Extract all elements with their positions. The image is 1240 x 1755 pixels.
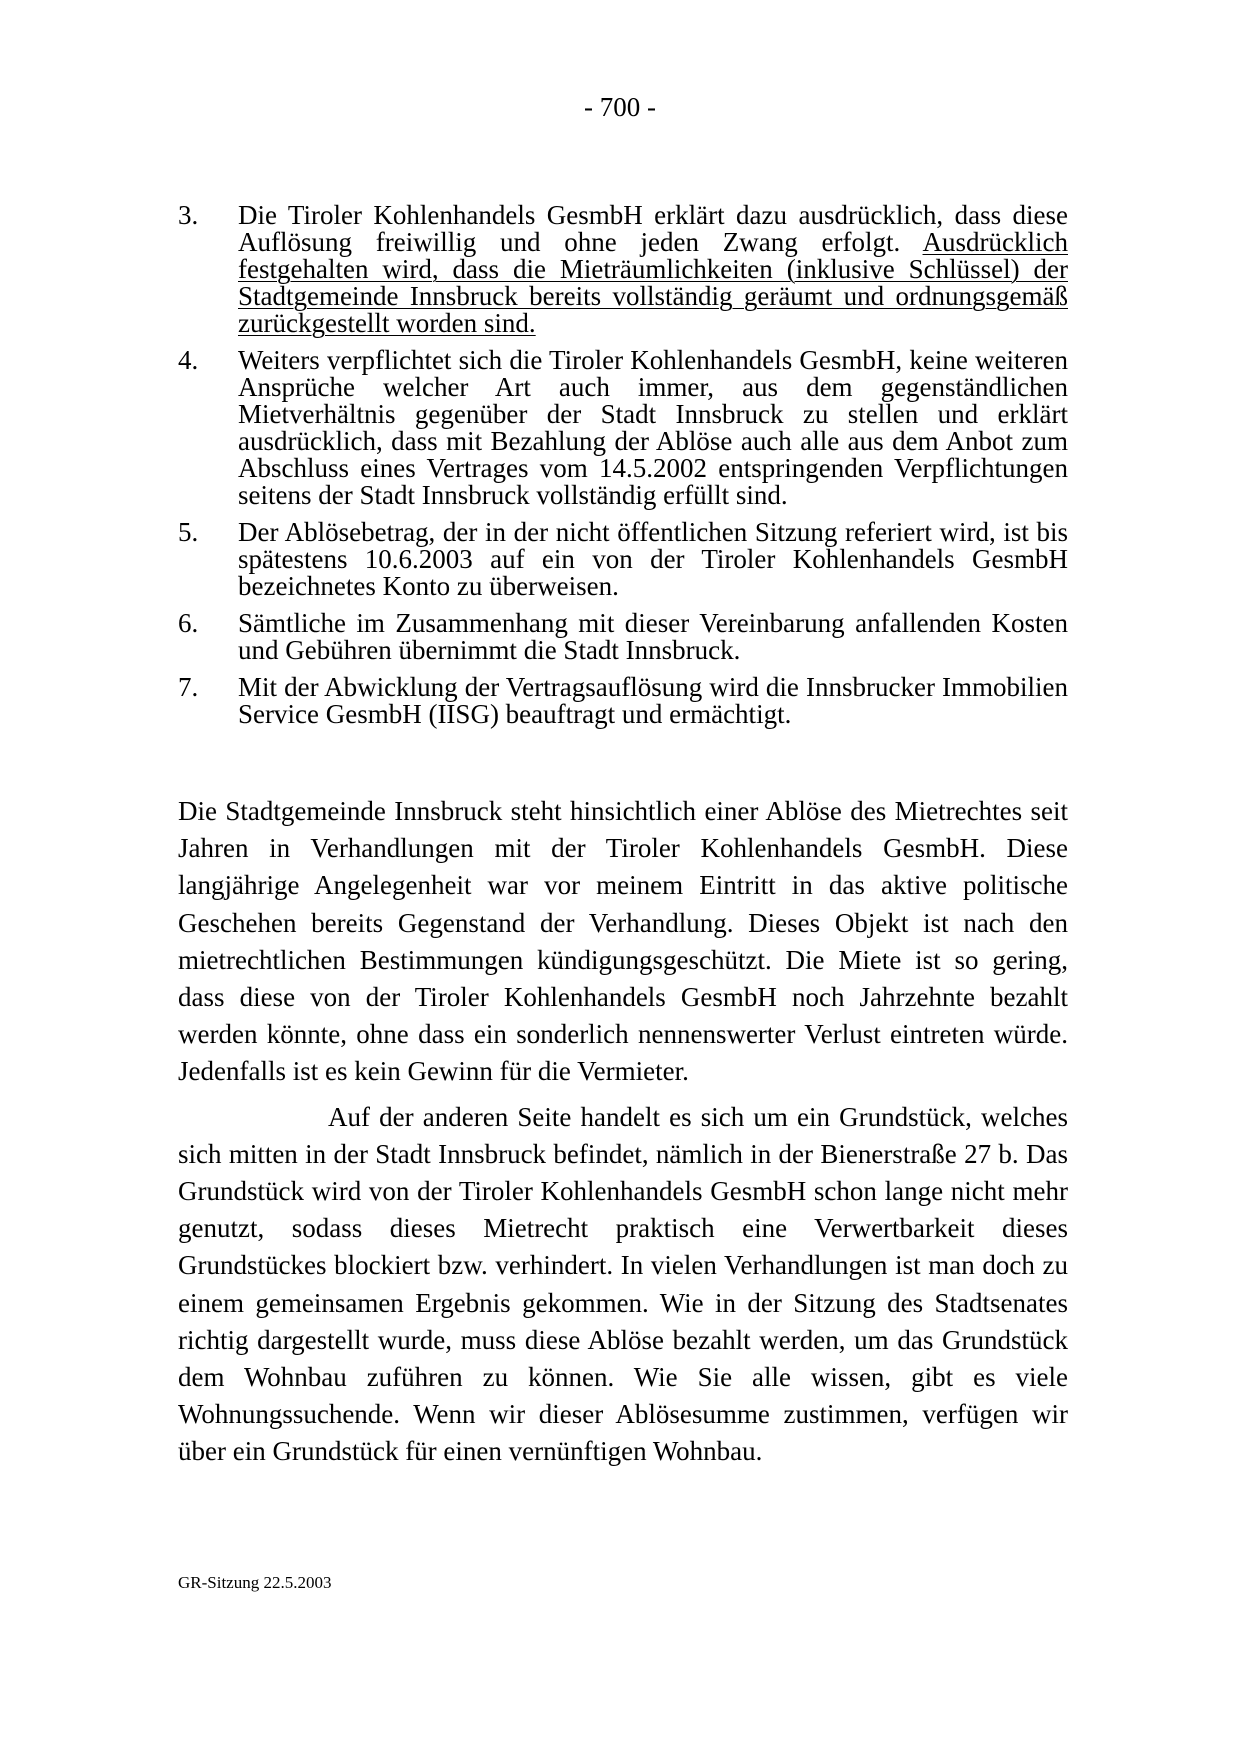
list-item-underlined-text: Ausdrücklich festgehalten wird, dass die Mieträumlichkeiten (inklusive Schlüssel) der Stadtgemeinde Innsbruck bereits vollständig geräumt und ordnungsgemäß zurückgestellt worden sind. [238,227,1068,338]
paragraph: Die Stadtgemeinde Innsbruck steht hinsichtlich einer Ablöse des Mietrechtes seit Jahren in Verhandlungen mit der Tiroler Kohlenhandels GesmbH. Diese langjährige Angelegenheit war vor meinem Eintritt in das aktive politische Geschehen bereits Gegenstand der Verhandlung. Dieses Objekt ist nach den mietrechtlichen Bestimmungen kündigungsgeschützt. Die Miete ist so gering, dass diese von der Tiroler Kohlenhandels GesmbH noch Jahrzehnte bezahlt werden könnte, ohne dass ein sonderlich nennenswerter Verlust eintreten würde. Jedenfalls ist es kein Gewinn für die Vermieter. [178,796,1068,1087]
list-item-number: 5. [178,517,199,547]
list-item-text: Mit der Abwicklung der Vertragsauflösung wird die Innsbrucker Immobilien Service GesmbH (IISG) beauftragt und ermächtigt. [238,672,1068,729]
list-item [178,202,1068,337]
list-item-text: Die Tiroler Kohlenhandels GesmbH erklärt dazu ausdrücklich, dass diese Auflösung freiwillig und ohne jeden Zwang erfolgt. [238,200,1068,257]
list-item-text: Weiters verpflichtet sich die Tiroler Kohlenhandels GesmbH, keine weiteren Ansprüche welcher Art auch immer, aus dem gegenständlichen Mietverhältnis gegenüber der Stadt Innsbruck zu stellen und erklärt ausdrücklich, dass mit Bezahlung der Ablöse auch alle aus dem Anbot zum Abschluss eines Vertrages vom 14.5.2002 entspringenden Verpflichtungen seitens der Stadt Innsbruck vollständig erfüllt sind. [238,345,1068,510]
list-item [178,610,1068,664]
body-text [178,793,1068,1471]
list-item-number: 7. [178,672,199,702]
page-number: - 700 - [584,92,656,122]
paragraph: Auf der anderen Seite handelt es sich um ein Grundstück, welches sich mitten in der Stadt Innsbruck befindet, nämlich in der Bienerstraße 27 b. Das Grundstück wird von der Tiroler Kohlenhandels GesmbH schon lange nicht mehr genutzt, sodass dieses Mietrecht praktisch eine Verwertbarkeit dieses Grundstückes blockiert bzw. verhindert. In vielen Verhandlungen ist man doch zu einem gemeinsamen Ergebnis gekommen. Wie in der Sitzung des Stadtsenates richtig dargestellt wurde, muss diese Ablöse bezahlt werden, um das Grundstück dem Wohnbau zuführen zu können. Wie Sie alle wissen, gibt es viele Wohnungssuchende. Wenn wir dieser Ablösesumme zustimmen, verfügen wir über ein Grundstück für einen vernünftigen Wohnbau. [178,1101,1068,1467]
list-item-number: 3. [178,200,199,230]
list-item-number: 4. [178,345,199,375]
numbered-list [178,202,1068,738]
list-item [178,347,1068,509]
list-item-text: Der Ablösebetrag, der in der nicht öffentlichen Sitzung referiert wird, ist bis spätestens 10.6.2003 auf ein von der Tiroler Kohlenhandels GesmbH bezeichnetes Konto zu überweisen. [238,517,1068,601]
footer: GR-Sitzung 22.5.2003 [178,1573,332,1592]
list-item [178,519,1068,600]
list-item-text: Sämtliche im Zusammenhang mit dieser Vereinbarung anfallenden Kosten und Gebühren übernimmt die Stadt Innsbruck. [238,608,1068,665]
list-item-number: 6. [178,608,199,638]
list-item [178,674,1068,728]
